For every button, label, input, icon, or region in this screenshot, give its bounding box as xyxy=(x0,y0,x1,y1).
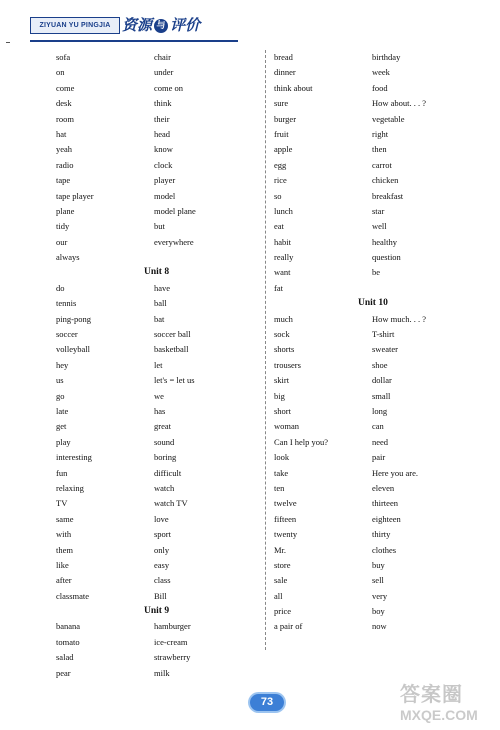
watermark-logo xyxy=(400,682,496,728)
vocab-word: has xyxy=(154,405,166,416)
vocab-word: do xyxy=(56,282,65,293)
vocab-word: come xyxy=(56,82,75,93)
vocab-row xyxy=(274,496,494,511)
vocab-word: tape xyxy=(56,175,71,186)
vocab-word: chicken xyxy=(372,175,399,186)
vocab-row xyxy=(274,50,494,65)
vocab-word: under xyxy=(154,67,174,78)
vocab-word: dinner xyxy=(274,67,296,78)
header-title-part1: 资源 xyxy=(122,16,153,34)
vocab-word: burger xyxy=(274,113,297,124)
vocab-word: get xyxy=(56,421,67,432)
vocab-row xyxy=(274,327,494,342)
vocab-word: bread xyxy=(274,52,293,62)
vocab-row xyxy=(56,512,276,527)
header-title-badge: 与 xyxy=(154,19,168,33)
vocab-row xyxy=(274,342,494,357)
vocab-row xyxy=(274,219,494,234)
vocab-word: let's = let us xyxy=(154,375,195,386)
vocab-word: soccer ball xyxy=(154,329,191,340)
vocab-word: them xyxy=(56,544,73,555)
vocab-row xyxy=(274,358,494,373)
vocab-word: clothes xyxy=(372,544,397,555)
vocab-word: come on xyxy=(154,82,184,93)
vocab-row xyxy=(56,404,276,419)
vocab-word: classmate xyxy=(56,590,90,601)
header-title xyxy=(122,14,200,35)
vocab-word: us xyxy=(56,375,64,386)
vocab-row xyxy=(56,496,276,511)
unit-heading-text: Unit 8 xyxy=(144,267,170,278)
vocab-word: tomato xyxy=(56,636,80,647)
vocab-word: a pair of xyxy=(274,621,303,632)
vocab-word: small xyxy=(372,390,391,401)
vocab-word: now xyxy=(372,621,387,632)
vocab-word: play xyxy=(56,436,71,447)
vocab-word: tape player xyxy=(56,190,94,201)
unit-heading xyxy=(56,604,276,619)
vocab-row xyxy=(274,158,494,173)
vocab-row xyxy=(56,142,276,157)
vocab-word: boy xyxy=(372,606,385,617)
vocab-word: milk xyxy=(154,667,170,678)
vocab-word: like xyxy=(56,559,69,570)
vocab-row xyxy=(56,204,276,219)
header-title-part2: 评价 xyxy=(170,16,201,34)
vocab-word: vegetable xyxy=(372,113,405,124)
vocab-word: twelve xyxy=(274,498,297,509)
vocab-row xyxy=(274,65,494,80)
vocab-row xyxy=(56,327,276,342)
vocab-row xyxy=(56,312,276,327)
vocab-word: after xyxy=(56,575,72,586)
vocab-word: our xyxy=(56,236,68,247)
vocab-row xyxy=(56,296,276,311)
vocab-word: model plane xyxy=(154,205,196,216)
vocab-row xyxy=(56,112,276,127)
vocab-row xyxy=(274,527,494,542)
vocab-word: well xyxy=(372,221,387,232)
vocab-word: everywhere xyxy=(154,236,194,247)
vocab-row xyxy=(56,527,276,542)
vocab-word: player xyxy=(154,175,176,186)
vocab-row xyxy=(56,65,276,80)
unit-heading-text: Unit 9 xyxy=(144,606,170,617)
vocab-word: ten xyxy=(274,482,285,493)
vocab-word: hey xyxy=(56,359,69,370)
vocab-word: be xyxy=(372,267,381,278)
vocab-word: hamburger xyxy=(154,621,191,632)
vocab-row xyxy=(56,435,276,450)
vocab-word: egg xyxy=(274,159,287,170)
vocab-word: fun xyxy=(56,467,68,478)
vocab-word: with xyxy=(56,529,72,540)
vocab-word: always xyxy=(56,252,80,263)
vocab-word: relaxing xyxy=(56,482,84,493)
vocab-word: eat xyxy=(274,221,284,232)
vocab-word: think xyxy=(154,98,172,109)
vocab-word: really xyxy=(274,252,294,263)
vocab-word: strawberry xyxy=(154,652,191,663)
vocab-word: on xyxy=(56,67,65,78)
vocab-row xyxy=(56,281,276,296)
unit-heading-text: Unit 10 xyxy=(358,298,388,309)
vocab-row xyxy=(274,112,494,127)
vocab-word: eleven xyxy=(372,482,395,493)
vocab-word: radio xyxy=(56,159,74,170)
vocab-word: sale xyxy=(274,575,288,586)
vocab-row xyxy=(274,419,494,434)
page-number: 73 xyxy=(250,694,284,711)
vocab-word: bat xyxy=(154,313,165,324)
vocab-word: food xyxy=(372,82,388,93)
vocab-word: difficult xyxy=(154,467,182,478)
vocab-word: but xyxy=(154,221,165,232)
vocab-word: want xyxy=(274,267,291,278)
vocab-word: same xyxy=(56,513,74,524)
vocab-word: ping-pong xyxy=(56,313,91,324)
vocab-word: love xyxy=(154,513,169,524)
vocab-row xyxy=(274,512,494,527)
vocab-word: model xyxy=(154,190,176,201)
vocab-word: yeah xyxy=(56,144,73,155)
vocab-word: buy xyxy=(372,559,385,570)
vocab-word: woman xyxy=(274,421,300,432)
vocab-word: question xyxy=(372,252,401,263)
vocab-row xyxy=(274,312,494,327)
right-vocabulary-column xyxy=(274,50,494,635)
vocab-word: watch TV xyxy=(154,498,188,509)
vocab-word: all xyxy=(274,590,283,601)
vocab-word: sofa xyxy=(56,52,71,62)
vocab-word: healthy xyxy=(372,236,398,247)
vocab-row xyxy=(56,81,276,96)
vocab-row xyxy=(274,589,494,604)
vocab-word: Mr. xyxy=(274,544,287,555)
vocab-row xyxy=(56,619,276,634)
vocab-row xyxy=(56,635,276,650)
vocab-word: long xyxy=(372,405,388,416)
vocab-word: sport xyxy=(154,529,171,540)
vocab-row xyxy=(274,389,494,404)
vocab-row xyxy=(56,173,276,188)
vocab-word: go xyxy=(56,390,65,401)
vocab-word: birthday xyxy=(372,52,401,62)
vocab-row xyxy=(56,189,276,204)
vocab-row xyxy=(274,404,494,419)
vocab-word: sell xyxy=(372,575,384,586)
column-divider xyxy=(265,50,266,650)
vocab-row xyxy=(274,573,494,588)
vocab-word: class xyxy=(154,575,171,586)
vocab-word: volleyball xyxy=(56,344,90,355)
vocab-word: we xyxy=(154,390,164,401)
watermark-top: 答案圈 xyxy=(400,682,463,706)
vocab-word: Bill xyxy=(154,590,167,601)
vocab-word: T-shirt xyxy=(372,329,395,340)
vocab-word: Here you are. xyxy=(372,467,419,478)
vocab-word: their xyxy=(154,113,170,124)
vocab-row xyxy=(56,250,276,265)
vocab-row xyxy=(56,358,276,373)
vocab-word: breakfast xyxy=(372,190,404,201)
vocab-row xyxy=(274,435,494,450)
vocab-row xyxy=(56,543,276,558)
left-vocabulary-column xyxy=(56,50,276,681)
vocab-word: room xyxy=(56,113,74,124)
vocab-row xyxy=(274,96,494,111)
vocab-word: store xyxy=(274,559,291,570)
vocab-word: trousers xyxy=(274,359,301,370)
vocab-word: sock xyxy=(274,329,290,340)
vocab-word: shorts xyxy=(274,344,295,355)
vocab-word: sure xyxy=(274,98,289,109)
vocab-word: desk xyxy=(56,98,72,109)
vocab-word: have xyxy=(154,282,171,293)
vocab-word: salad xyxy=(56,652,74,663)
vocab-word: fat xyxy=(274,282,283,293)
vocab-word: ball xyxy=(154,298,167,309)
vocab-word: short xyxy=(274,405,291,416)
unit-heading xyxy=(56,265,276,280)
page-header xyxy=(30,14,240,40)
vocab-word: shoe xyxy=(372,359,388,370)
vocab-row xyxy=(56,127,276,142)
vocab-word: very xyxy=(372,590,388,601)
vocab-word: plane xyxy=(56,205,75,216)
vocab-row xyxy=(56,50,276,65)
margin-tick xyxy=(6,42,10,43)
vocab-row xyxy=(56,481,276,496)
vocab-word: sweater xyxy=(372,344,398,355)
vocab-row xyxy=(274,450,494,465)
vocab-row xyxy=(56,589,276,604)
vocab-row xyxy=(56,373,276,388)
vocab-word: carrot xyxy=(372,159,392,170)
vocab-word: easy xyxy=(154,559,170,570)
vocab-row xyxy=(274,235,494,250)
vocab-word: right xyxy=(372,128,389,139)
vocab-word: great xyxy=(154,421,171,432)
vocab-row xyxy=(274,481,494,496)
vocab-word: soccer xyxy=(56,329,78,340)
vocab-row xyxy=(56,558,276,573)
vocab-word: let xyxy=(154,359,163,370)
vocab-word: basketball xyxy=(154,344,189,355)
vocab-row xyxy=(274,127,494,142)
vocab-word: big xyxy=(274,390,285,401)
vocab-word: look xyxy=(274,452,290,463)
vocab-word: star xyxy=(372,205,385,216)
vocab-word: twenty xyxy=(274,529,298,540)
vocab-word: lunch xyxy=(274,205,293,216)
vocab-row xyxy=(274,281,494,296)
header-rule xyxy=(30,40,238,42)
vocab-row xyxy=(56,158,276,173)
vocab-row xyxy=(274,373,494,388)
vocab-word: skirt xyxy=(274,375,290,386)
vocab-word: fruit xyxy=(274,128,289,139)
vocab-word: How about. . . ? xyxy=(372,98,427,109)
vocab-row xyxy=(274,604,494,619)
vocab-row xyxy=(274,81,494,96)
vocab-row xyxy=(274,265,494,280)
vocab-word: only xyxy=(154,544,170,555)
vocab-word: banana xyxy=(56,621,81,632)
vocab-row xyxy=(56,342,276,357)
vocab-word: thirteen xyxy=(372,498,398,509)
vocab-word: tennis xyxy=(56,298,77,309)
vocab-word: week xyxy=(372,67,390,78)
vocab-word: dollar xyxy=(372,375,392,386)
vocab-word: clock xyxy=(154,159,173,170)
vocab-row xyxy=(274,204,494,219)
vocab-row xyxy=(56,450,276,465)
vocab-word: habit xyxy=(274,236,291,247)
header-pinyin: ZIYUAN YU PINGJIA xyxy=(30,17,120,34)
vocab-word: know xyxy=(154,144,173,155)
vocab-word: tidy xyxy=(56,221,70,232)
vocab-row xyxy=(274,543,494,558)
vocab-word: TV xyxy=(56,498,68,509)
unit-heading xyxy=(274,296,494,311)
vocab-word: think about xyxy=(274,82,313,93)
vocab-row xyxy=(274,558,494,573)
vocab-row xyxy=(274,250,494,265)
vocab-word: chair xyxy=(154,52,171,62)
vocab-word: watch xyxy=(154,482,175,493)
vocab-word: boring xyxy=(154,452,177,463)
watermark-bottom: MXQE.COM xyxy=(400,707,478,723)
vocab-word: can xyxy=(372,421,384,432)
vocab-word: fifteen xyxy=(274,513,297,524)
vocab-word: pear xyxy=(56,667,71,678)
vocab-row xyxy=(56,235,276,250)
vocab-word: interesting xyxy=(56,452,92,463)
vocab-row xyxy=(56,573,276,588)
vocab-word: need xyxy=(372,436,389,447)
vocab-word: price xyxy=(274,606,291,617)
vocab-word: pair xyxy=(372,452,386,463)
vocab-row xyxy=(56,419,276,434)
vocab-word: thirty xyxy=(372,529,391,540)
vocab-word: rice xyxy=(274,175,287,186)
vocab-word: Can I help you? xyxy=(274,436,329,447)
vocab-row xyxy=(56,666,276,681)
vocab-row xyxy=(56,219,276,234)
vocab-row xyxy=(274,173,494,188)
vocab-row xyxy=(56,96,276,111)
vocab-word: How much. . . ? xyxy=(372,313,427,324)
vocab-word: take xyxy=(274,467,289,478)
vocab-row xyxy=(274,466,494,481)
vocab-word: then xyxy=(372,144,387,155)
vocab-word: head xyxy=(154,128,171,139)
vocab-word: hat xyxy=(56,128,67,139)
vocab-word: apple xyxy=(274,144,293,155)
vocab-row xyxy=(274,619,494,634)
vocab-row xyxy=(56,466,276,481)
vocab-word: sound xyxy=(154,436,175,447)
vocab-word: much xyxy=(274,313,293,324)
vocab-row xyxy=(56,389,276,404)
vocab-row xyxy=(56,650,276,665)
vocab-word: ice-cream xyxy=(154,636,188,647)
vocab-word: late xyxy=(56,405,69,416)
vocab-row xyxy=(274,189,494,204)
vocab-row xyxy=(274,142,494,157)
vocab-word: eighteen xyxy=(372,513,401,524)
vocab-word: so xyxy=(274,190,282,201)
